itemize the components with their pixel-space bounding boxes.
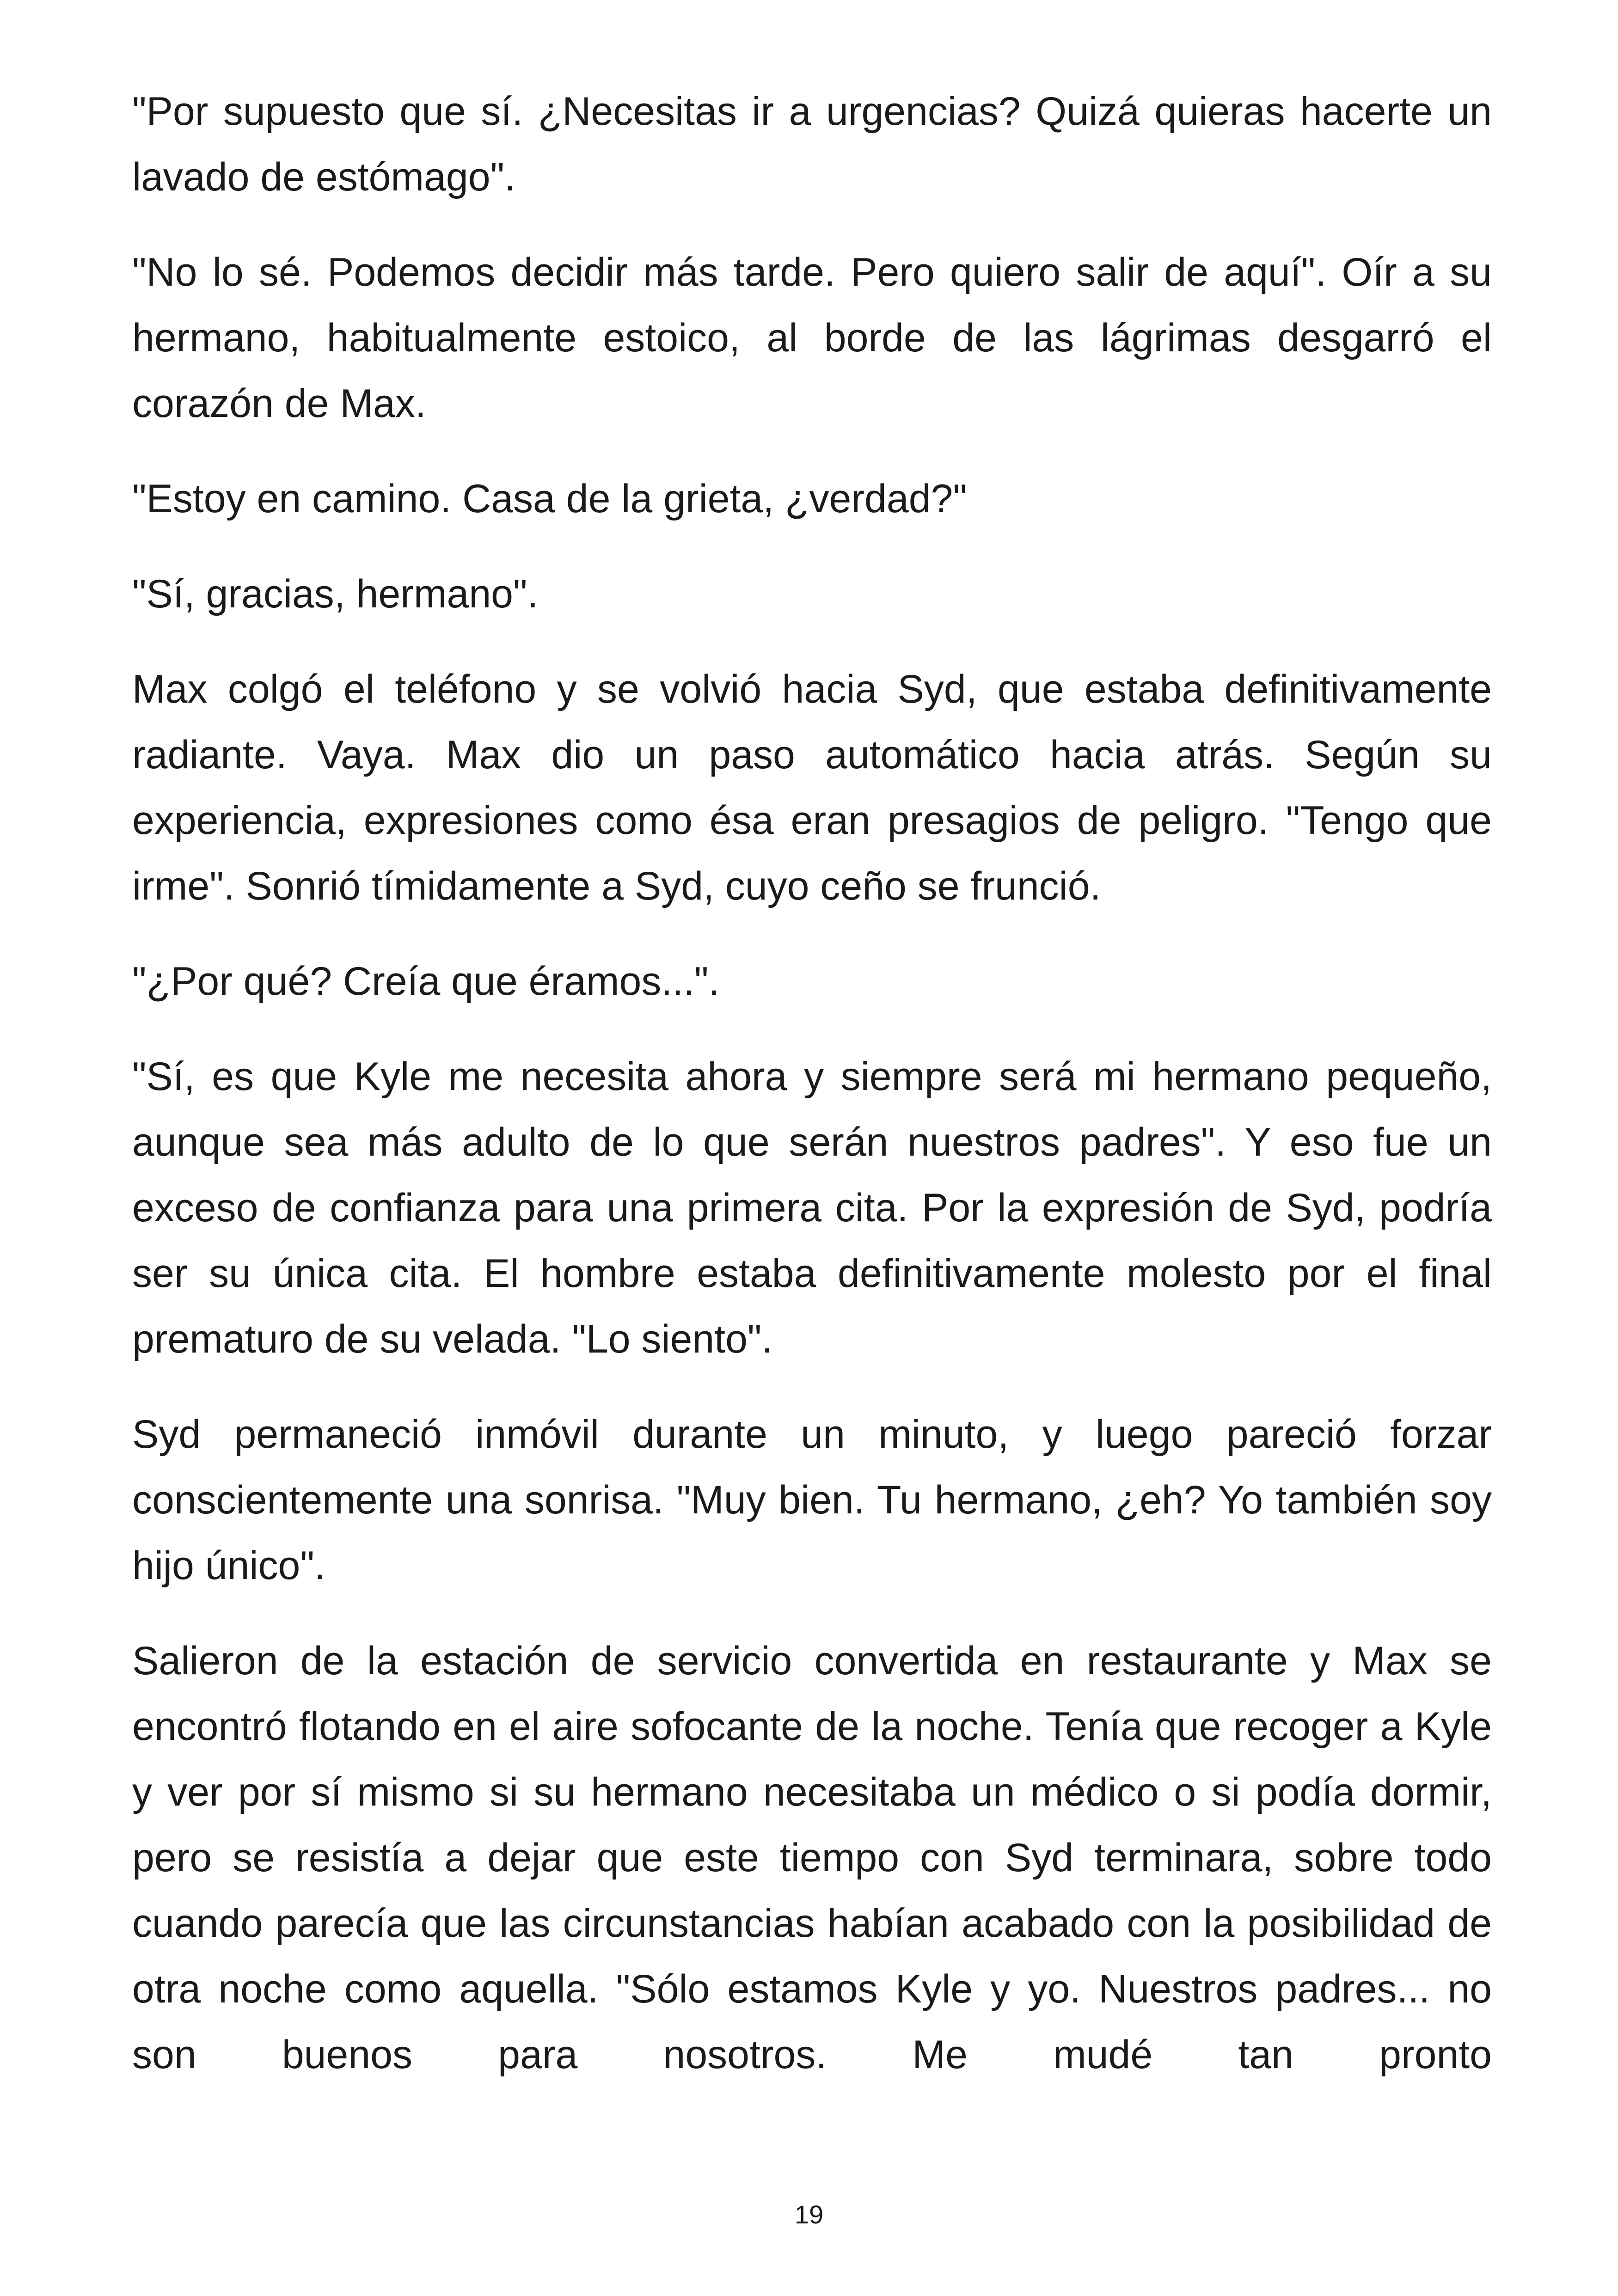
paragraph: "Sí, gracias, hermano". bbox=[132, 572, 539, 616]
paragraph: "¿Por qué? Creía que éramos...". bbox=[132, 959, 720, 1004]
page-number: 19 bbox=[794, 2200, 824, 2229]
paragraph: "Por supuesto que sí. ¿Necesitas ir a urgencias? Quizá quieras hacerte un lavado de estómago". bbox=[132, 89, 1492, 199]
page-body bbox=[132, 79, 1492, 2088]
paragraph: "Estoy en camino. Casa de la grieta, ¿verdad?" bbox=[132, 477, 967, 521]
paragraph: Salieron de la estación de servicio convertida en restaurante y Max se encontró flotando en el aire sofocante de la noche. Tenía que recoger a Kyle y ver por sí mismo si su hermano necesitaba un médico o si podía dormir, pero se resistía a dejar que este tiempo con Syd terminara, sobre todo cuando parecía que las circunstancias habían acabado con la posibilidad de otra noche como aquella. "Sólo estamos Kyle y yo. Nuestros padres... no son buenos para nosotros. Me mudé tan pronto bbox=[132, 1639, 1492, 2077]
paragraph: Max colgó el teléfono y se volvió hacia Syd, que estaba definitivamente radiante. Vaya. Max dio un paso automático hacia atrás. Según su experiencia, expresiones como ésa eran presagios de peligro. "Tengo que irme". Sonrió tímidamente a Syd, cuyo ceño se frunció. bbox=[132, 667, 1492, 908]
paragraph: "Sí, es que Kyle me necesita ahora y siempre será mi hermano pequeño, aunque sea más adulto de lo que serán nuestros padres". Y eso fue un exceso de confianza para una primera cita. Por la expresión de Syd, podría ser su única cita. El hombre estaba definitivamente molesto por el final prematuro de su velada. "Lo siento". bbox=[132, 1054, 1492, 1361]
paragraph: Syd permaneció inmóvil durante un minuto, y luego pareció forzar conscientemente una sonrisa. "Muy bien. Tu hermano, ¿eh? Yo también soy hijo único". bbox=[132, 1412, 1492, 1588]
paragraph: "No lo sé. Podemos decidir más tarde. Pero quiero salir de aquí". Oír a su hermano, habitualmente estoico, al borde de las lágrimas desgarró el corazón de Max. bbox=[132, 250, 1492, 426]
